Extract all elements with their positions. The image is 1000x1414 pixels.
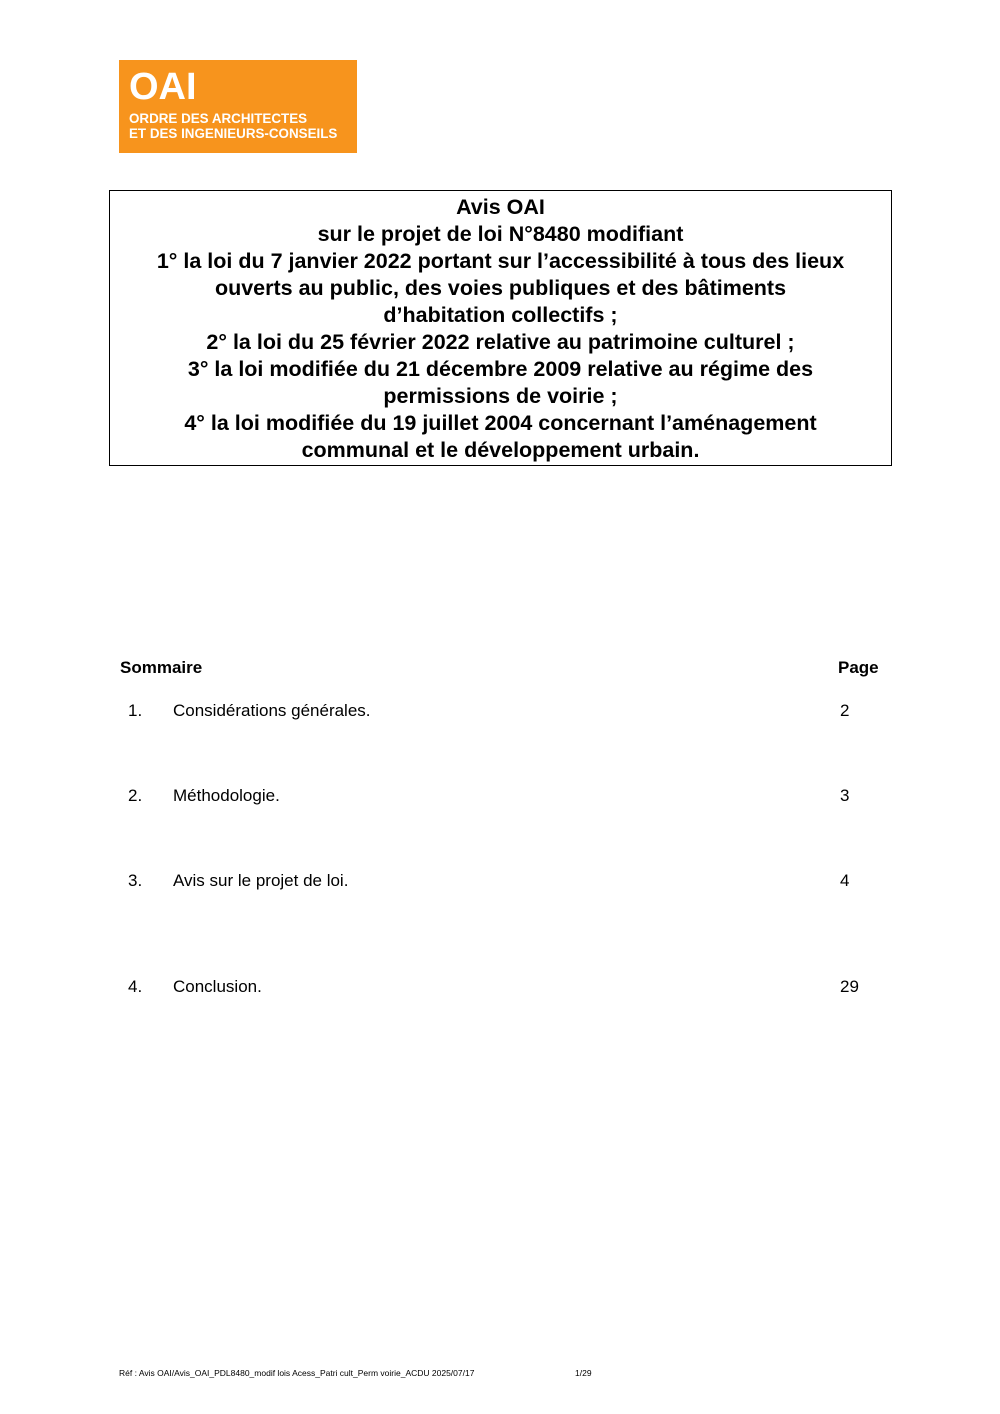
title-line: d’habitation collectifs ; <box>383 303 618 327</box>
title-line: Avis OAI <box>456 195 545 219</box>
toc-item-number: 3. <box>128 871 143 890</box>
toc-item-number: 2. <box>128 786 143 805</box>
toc-item-page: 4 <box>840 871 850 890</box>
title-line: 2° la loi du 25 février 2022 relative au patrimoine culturel ; <box>206 330 795 354</box>
toc-item[interactable] <box>0 785 1000 807</box>
title-line: 4° la loi modifiée du 19 juillet 2004 concernant l’aménagement <box>184 411 817 435</box>
title-line: communal et le développement urbain. <box>301 438 700 462</box>
toc-item-label: Avis sur le projet de loi. <box>173 871 349 890</box>
toc-item-label: Conclusion. <box>173 977 262 996</box>
toc-heading: Sommaire <box>120 658 203 677</box>
oai-logo <box>119 60 357 153</box>
logo-line-1: ORDRE DES ARCHITECTES <box>129 111 308 126</box>
logo-mark: OAI <box>129 66 197 108</box>
toc-item-number: 1. <box>128 701 143 720</box>
title-line: permissions de voirie ; <box>383 384 618 408</box>
title-line: sur le projet de loi N°8480 modifiant <box>317 222 684 246</box>
toc-item-page: 29 <box>840 977 859 996</box>
toc-item-label: Méthodologie. <box>173 786 280 805</box>
toc-item[interactable] <box>0 700 1000 722</box>
toc-item-label: Considérations générales. <box>173 701 371 720</box>
logo-line-2: ET DES INGENIEURS-CONSEILS <box>129 126 338 141</box>
title-line: ouverts au public, des voies publiques et des bâtiments <box>214 276 787 300</box>
footer-reference: Réf : Avis OAI/Avis_OAI_PDL8480_modif lois Acess_Patri cult_Perm voirie_ACDU 2025/07/17 <box>119 1368 475 1378</box>
toc-item-page: 2 <box>840 701 850 720</box>
toc-item[interactable] <box>0 976 1000 998</box>
toc-item[interactable] <box>0 870 1000 892</box>
toc-item-page: 3 <box>840 786 850 805</box>
toc-item-number: 4. <box>128 977 143 996</box>
document-title-box <box>109 190 892 466</box>
title-line: 3° la loi modifiée du 21 décembre 2009 relative au régime des <box>187 357 814 381</box>
toc-page-heading: Page <box>838 658 879 677</box>
title-line: 1° la loi du 7 janvier 2022 portant sur l’accessibilité à tous des lieux <box>156 249 845 273</box>
footer-page-number: 1/29 <box>575 1368 592 1378</box>
